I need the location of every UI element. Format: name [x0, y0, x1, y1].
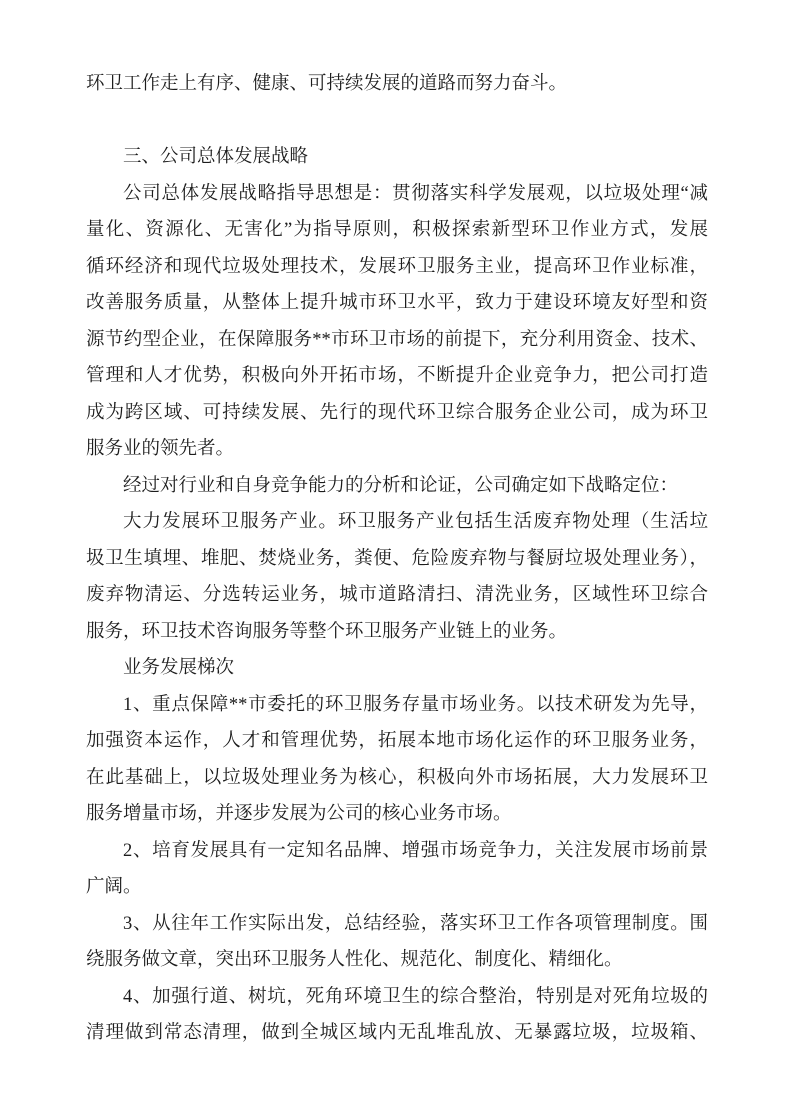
text-line: 量化、资源化、无害化”为指导原则，积极探索新型环卫作业方式，发展: [86, 220, 708, 240]
text-line: 经过对行业和自身竞争能力的分析和论证，公司确定如下战略定位：: [123, 475, 679, 496]
text-line: 2、培育发展具有一定知名品牌、增强市场竞争力，关注发展市场前景: [123, 840, 708, 861]
text-line: 圾卫生填埋、堆肥、焚烧业务，粪便、危险废弃物与餐厨垃圾处理业务），: [86, 548, 708, 569]
text-line: 循环经济和现代垃圾处理技术，发展环卫服务主业，提高环卫作业标准，: [86, 256, 708, 277]
text-line: 管理和人才优势，积极向外开拓市场，不断提升企业竞争力，把公司打造: [86, 366, 708, 386]
text-line: 清理做到常态清理，做到全城区域内无乱堆乱放、无暴露垃圾，垃圾箱、: [86, 1023, 708, 1043]
section-heading-line: 三、公司总体发展战略: [123, 147, 309, 167]
text-line: 加强资本运作，人才和管理优势，拓展本地市场化运作的环卫服务业务，: [86, 731, 708, 751]
text-line: 公司总体发展战略指导思想是：贯彻落实科学发展观，以垃圾处理“减: [123, 183, 708, 204]
text-line: 在此基础上，以垃圾处理业务为核心，积极向外市场拓展，大力发展环卫: [86, 767, 708, 788]
text-line: 服务，环卫技术咨询服务等整个环卫服务产业链上的业务。: [86, 621, 568, 642]
text-line: 环卫工作走上有序、健康、可持续发展的道路而努力奋斗。: [86, 74, 568, 94]
text-line: 广阔。: [86, 877, 142, 897]
text-line: 服务增量市场，并逐步发展为公司的核心业务市场。: [86, 804, 512, 824]
text-line: 绕服务做文章，突出环卫服务人性化、规范化、制度化、精细化。: [86, 950, 623, 970]
text-line: 服务业的领先者。: [86, 439, 235, 459]
text-line: 源节约型企业，在保障服务**市环卫市场的前提下，充分利用资金、技术、: [86, 329, 708, 350]
text-line: 废弃物清运、分选转运业务，城市道路清扫、清洗业务，区域性环卫综合: [86, 585, 708, 605]
text-line: 1、重点保障**市委托的环卫服务存量市场业务。以技术研发为先导，: [123, 694, 708, 715]
text-line: 4、加强行道、树坑，死角环境卫生的综合整治，特别是对死角垃圾的: [123, 986, 708, 1007]
text-line: 大力发展环卫服务产业。环卫服务产业包括生活废弃物处理（生活垃: [123, 512, 708, 532]
text-line: 改善服务质量，从整体上提升城市环卫水平，致力于建设环境友好型和资: [86, 293, 708, 313]
text-line: 成为跨区域、可持续发展、先行的现代环卫综合服务企业公司，成为环卫: [86, 402, 708, 423]
text-line: 3、从往年工作实际出发，总结经验，落实环卫工作各项管理制度。围: [123, 913, 708, 934]
blank-line: [86, 103, 708, 140]
subheading-line: 业务发展梯次: [123, 658, 235, 678]
